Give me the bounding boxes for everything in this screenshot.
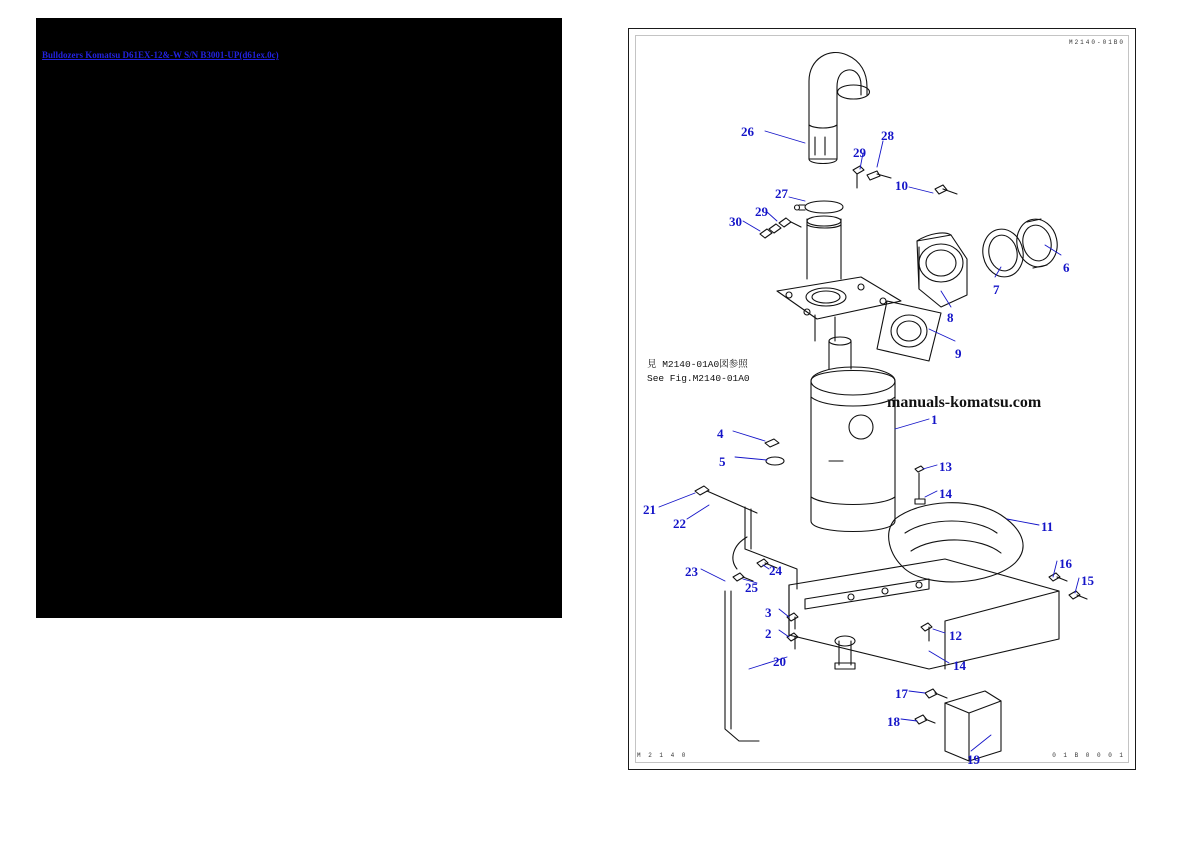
callout-number: 14 [953, 658, 966, 673]
callout-number: 13 [939, 459, 952, 474]
callout-number: 25 [745, 580, 758, 595]
callout-number: 6 [1063, 260, 1070, 275]
corner-code-right: 0 1 B 0 0 0 1 [1052, 752, 1125, 759]
callout-number: 20 [773, 654, 786, 669]
breadcrumb-link[interactable]: Bulldozers Komatsu D61EX-12&-W S/N B3001-UP(d61ex.0c) [42, 50, 279, 60]
callout-number: 17 [895, 686, 908, 701]
callout-number: 9 [955, 346, 962, 361]
callout-number: 23 [685, 564, 698, 579]
callout-number: 24 [769, 563, 782, 578]
corner-code-left: M 2 1 4 0 [637, 752, 688, 759]
callout-number: 15 [1081, 573, 1094, 588]
callout-number: 27 [775, 186, 788, 201]
callout-number: 30 [729, 214, 742, 229]
callout-number: 16 [1059, 556, 1072, 571]
callout-number: 14 [939, 486, 952, 501]
callout-number: 18 [887, 714, 900, 729]
callout-number: 7 [993, 282, 1000, 297]
callout-number: 11 [1041, 519, 1054, 534]
parts-diagram-panel [628, 28, 1136, 770]
callout-number: 28 [881, 128, 894, 143]
note-japanese: 見 M2140-01A0図参照 [647, 359, 748, 370]
callout-number: 8 [947, 310, 954, 325]
callout-number: 22 [673, 516, 686, 531]
callout-number: 26 [741, 124, 754, 139]
callout-number: 19 [967, 752, 980, 767]
watermark-text: manuals-komatsu.com [887, 394, 1042, 411]
callout-number: 29 [853, 145, 866, 160]
callout-number: 12 [949, 628, 962, 643]
callout-number: 21 [643, 502, 656, 517]
callout-number: 4 [717, 426, 724, 441]
callout-number: 29 [755, 204, 768, 219]
callout-number: 2 [765, 626, 772, 641]
callout-number: 1 [931, 412, 938, 427]
corner-code-top: M2140-01B0 [1068, 39, 1125, 46]
note-english: See Fig.M2140-01A0 [647, 373, 750, 384]
thumbnail-placeholder [36, 18, 562, 618]
callout-number: 3 [765, 605, 772, 620]
callout-number: 10 [895, 178, 908, 193]
callout-number: 5 [719, 454, 726, 469]
